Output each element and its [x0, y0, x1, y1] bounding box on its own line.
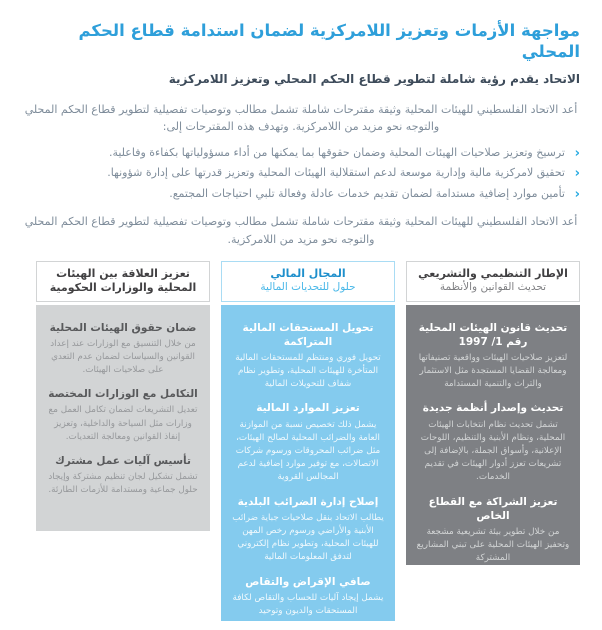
section-heading: تحديث قانون الهيئات المحلية رقم 1/ 1997	[418, 321, 568, 348]
section-body: تشمل تحديث نظام انتخابات الهيئات المحلية، ونظام الأبنية والتنظيم، اللوحات الإعلانية، وأسواق الجملة، بالإضافة إلى تشريعات تعزز أدوار الهيئات في تقديم الخدمات.	[420, 419, 566, 483]
goal-item	[22, 165, 580, 182]
column-financial	[221, 261, 395, 621]
column-financial-header	[221, 261, 395, 302]
section-heading: ضمان حقوق الهيئات المحلية	[49, 321, 197, 334]
goal-text: تحقيق لامركزية مالية وإدارية موسعة لدعم استقلالية الهيئات المحلية وتعزيز قدرتها على إدارة شؤونها.	[107, 166, 565, 180]
page-subtitle: الاتحاد يقدم رؤية شاملة لتطوير قطاع الحكم المحلي وتعزيز اللامركزية	[168, 71, 580, 86]
section-heading: إصلاح إدارة الضرائب البلدية	[237, 495, 379, 508]
section-body: يشمل إيجاد آليات للحساب والتقاص لكافة المستحقات والديون وتوحيد	[232, 592, 384, 616]
column-legislative-header	[406, 261, 580, 302]
section-heading: تحويل المستحقات المالية المتراكمة	[242, 321, 374, 348]
goal-item	[22, 145, 580, 162]
section-heading: تعزيز الشراكة مع القطاع الخاص	[428, 495, 558, 522]
column-relations-header	[36, 261, 210, 302]
section-heading: التكامل مع الوزارات المختصة	[48, 388, 198, 401]
chevron-left-icon: ‹	[574, 186, 580, 202]
section-heading: صافي الإقراض والتقاص	[245, 575, 371, 588]
goal-item	[22, 186, 580, 203]
page-title: مواجهة الأزمات وتعزيز اللامركزية لضمان استدامة قطاع الحكم المحلي	[78, 21, 580, 62]
chevron-left-icon: ‹	[574, 145, 580, 161]
section-body: تعديل التشريعات لضمان تكامل العمل مع وزارات مثل السياحة والداخلية، وتعزيز إنفاذ القوانين ومعالجة التعديات.	[48, 405, 198, 442]
summary-paragraph: أعد الاتحاد الفلسطيني للهيئات المحلية وثيقة مقترحات شاملة تشمل مطالب وتوصيات تفصيلية لتطوير قطاع الحكم المحلي والتوجه نحو مزيد من اللامركزية.	[24, 215, 578, 246]
column-header-subtitle: حلول للتحديات المالية	[260, 281, 356, 294]
section-heading: تأسيس آليات عمل مشترك	[55, 455, 191, 468]
column-financial-body	[221, 305, 395, 621]
column-relations-body	[36, 305, 210, 531]
column-header-title: الإطار التنظيمي والتشريعي	[418, 267, 568, 281]
chevron-left-icon: ‹	[574, 166, 580, 182]
section-body: تشمل تشكيل لجان تنظيم مشتركة وإيجاد حلول جماعية ومستدامة للأزمات الطارئة.	[48, 472, 198, 496]
column-header-title: تعزيز العلاقة بين الهيئات المحلية والوزارات الحكومية	[49, 266, 197, 295]
column-header-title: المجال المالي	[270, 267, 346, 281]
column-relations	[36, 261, 210, 621]
column-legislative	[406, 261, 580, 621]
goals-list	[22, 145, 580, 203]
section-body: لتعزيز صلاحيات الهيئات وواقعية تصنيفاتها ومعالجة القضايا المستجدة مثل الاستثمار والتراث والتنمية المستدامة	[418, 352, 568, 390]
section-heading: تحديث وإصدار أنظمة جديدة	[422, 402, 564, 415]
goal-text: ترسيخ وتعزيز صلاحيات الهيئات المحلية وضمان حقوقها بما يمكنها من أداء مسؤولياتها بكفاءة وفاعلية.	[108, 145, 565, 159]
section-heading: تعزيز الموارد المالية	[256, 402, 360, 415]
column-legislative-body	[406, 305, 580, 565]
intro-paragraph: أعد الاتحاد الفلسطيني للهيئات المحلية وثيقة مقترحات شاملة تشمل مطالب وتوصيات تفصيلية لتطوير قطاع الحكم المحلي والتوجه نحو مزيد من اللامركزية. وتهدف هذه المقترحات إلى:	[24, 102, 578, 133]
section-body: من خلال تطوير بيئة تشريعية مشجعة وتحفيز الهيئات المحلية على تبني المشاريع المشتركة	[416, 526, 570, 564]
goal-text: تأمين موارد إضافية مستدامة لضمان تقديم خدمات عادلة وفعالة تلبي احتياجات المجتمع.	[169, 186, 565, 200]
column-header-subtitle: تحديث القوانين والأنظمة	[439, 281, 547, 294]
section-body: يشمل ذلك تخصيص نسبة من الموازنة العامة والضرائب المحلية لصالح الهيئات، مثل ضرائب المحروقات ورسوم شركات الاتصالات، مع توفير موارد إضافية لدعم المجالس القروية	[235, 419, 381, 483]
section-body: يطالب الاتحاد بنقل صلاحيات جباية ضرائب الأبنية والأراضي ورسوم رخص المهن للهيئات المحلية، وتطوير نظام إلكتروني لتدفق المعلومات المالية	[232, 512, 384, 563]
columns-row	[22, 261, 580, 621]
section-body: تحويل فوري ومنتظم للمستحقات المالية المتأخرة للهيئات المحلية، وتطوير نظام شفاف للتحويلات المالية	[235, 352, 381, 390]
section-body: من خلال التنسيق مع الوزارات عند إعداد القوانين والسياسات لضمان عدم التعدي على صلاحيات الهيئات.	[50, 338, 196, 376]
